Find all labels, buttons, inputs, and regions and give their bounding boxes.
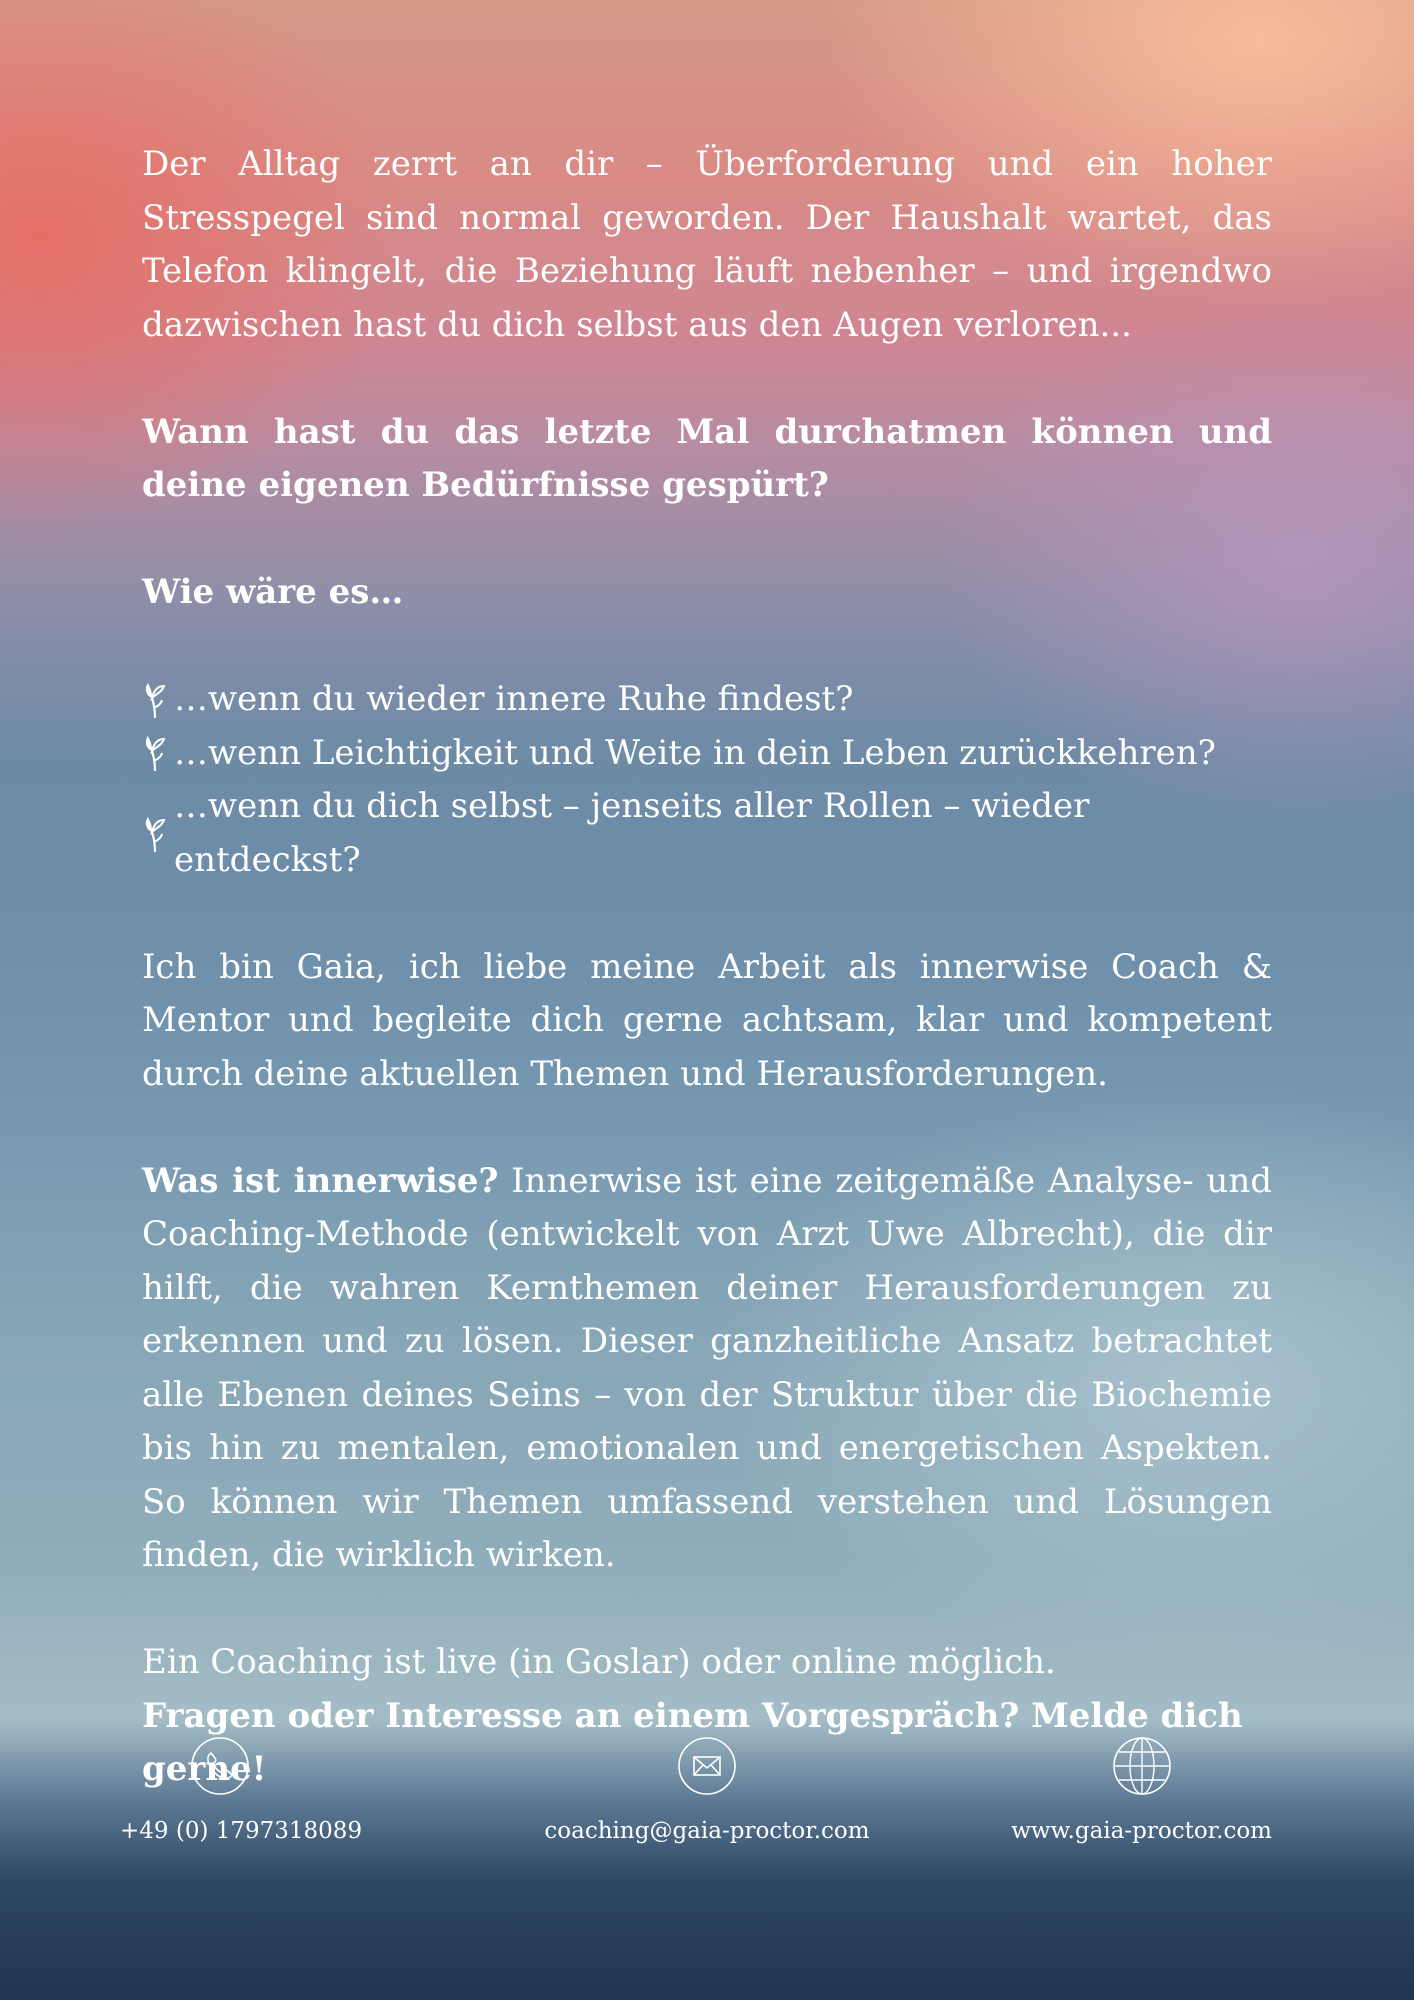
contact-web[interactable] [932,1736,1272,1844]
about-paragraph: Ich bin Gaia, ich liebe meine Arbeit als innerwise Coach & Mentor und begleite dich gerne achtsam, klar und kompetent durch deine aktuellen Themen und Herausforderungen. [142,946,1272,1094]
phone-number[interactable]: +49 (0) 1797318089 [120,1818,363,1844]
envelope-icon [677,1736,737,1796]
contact-email[interactable] [542,1736,872,1844]
website-url[interactable]: www.gaia-proctor.com [1011,1818,1272,1844]
list-item [142,673,1272,727]
innerwise-text: Innerwise ist eine zeitgemäße Analyse- und Coaching-Methode (entwickelt von Arzt Uwe Albrecht), die dir hilft, die wahren Kernthemen deiner Herausforderungen zu erkennen und zu lösen. Dieser ganzheitliche Ansatz betrachtet alle Ebenen deines Seins – von der Struktur über die Biochemie bis hin zu mentalen, emotionalen und energetischen Aspekten. So können wir Themen umfassend verstehen und Lösungen finden, die wirklich wirken. [142,1160,1272,1575]
email-address[interactable]: coaching@gaia-proctor.com [544,1818,870,1844]
list-item [142,727,1272,781]
intro-paragraph: Der Alltag zerrt an dir – Überforderung und ein hoher Stresspegel sind normal geworden. Der Haushalt wartet, das Telefon klingelt, die Beziehung läuft nebenher – und irgendwo dazwischen hast du dich selbst aus den Augen verloren... [142,144,1272,345]
innerwise-paragraph [142,1155,1272,1583]
list-item-text: …wenn du dich selbst – jenseits aller Rollen – wieder entdeckst? [174,786,1090,880]
flyer-content [142,138,1272,1797]
benefit-list [142,673,1272,887]
list-item [142,780,1272,887]
contact-bar [120,1736,1272,1856]
list-item-text: …wenn du wieder innere Ruhe findest? [174,679,854,719]
contact-phone[interactable] [120,1736,450,1844]
phone-icon [190,1736,250,1796]
flower-bud-icon [142,680,168,720]
flower-bud-icon [142,814,168,854]
flower-bud-icon [142,733,168,773]
coaching-info: Ein Coaching ist live (in Goslar) oder online möglich. [142,1642,1056,1682]
list-item-text: …wenn Leichtigkeit und Weite in dein Leben zurückkehren? [174,732,1216,773]
wie-waere-heading: Wie wäre es… [142,572,404,612]
globe-icon [1112,1736,1172,1796]
innerwise-title: Was ist innerwise? [142,1160,499,1201]
question-paragraph: Wann hast du das letzte Mal durchatmen können und deine eigenen Bedürfnisse gespürt? [142,411,1272,505]
call-to-action: Fragen oder Interesse an einem Vorgespräch? Melde dich gerne! [142,1695,1243,1789]
